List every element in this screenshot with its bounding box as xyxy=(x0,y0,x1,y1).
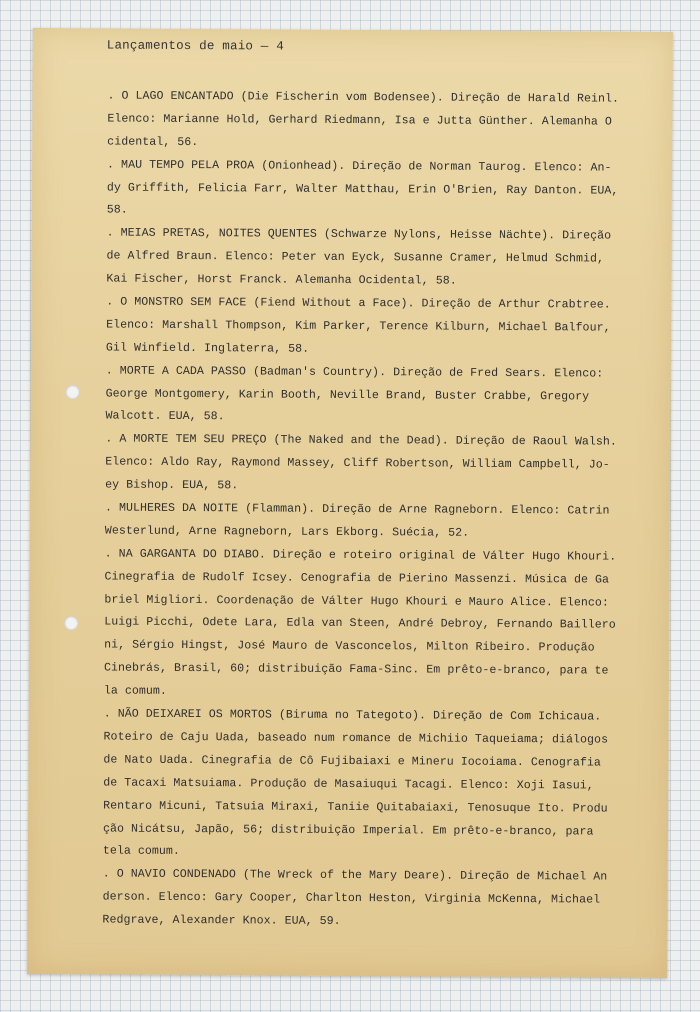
film-entry-line: Rentaro Micuni, Tatsuia Miraxi, Taniie Quitabaiaxi, Tenosuque Ito. Produ xyxy=(103,799,608,816)
film-entry xyxy=(105,429,665,501)
film-entry-line: ção Nicátsu, Japão, 56; distribuição Imperial. Em prêto-e-branco, para xyxy=(102,821,594,838)
film-list xyxy=(102,86,667,936)
film-entry-line: de Tacaxi Matsuiama. Produção de Masaiuqui Tacagi. Elenco: Xoji Iasui, xyxy=(103,776,594,793)
film-entry-title-line: . NÃO DEIXAREI OS MORTOS (Biruma no Tategoto). Direção de Com Ichicaua. xyxy=(103,707,602,724)
film-entry-line: Westerlund, Arne Ragneborn, Lars Ekborg. Suécia, 52. xyxy=(104,524,470,540)
film-entry-line: Kai Fischer, Horst Franck. Alemanha Ocidental, 58. xyxy=(106,272,457,288)
film-entry xyxy=(105,498,665,547)
film-entry-line: Elenco: Aldo Ray, Raymond Massey, Cliff Robertson, William Campbell, Jo- xyxy=(105,455,610,472)
film-entry xyxy=(106,223,666,295)
film-entry-title-line: . MULHERES DA NOITE (Flamman). Direção de Arne Ragneborn. Elenco: Catrin xyxy=(104,501,610,518)
film-entry-title-line: . NA GARGANTA DO DIABO. Direção e roteiro original de Válter Hugo Khouri. xyxy=(104,547,617,564)
film-entry xyxy=(102,864,662,936)
film-entry-line: Cinegrafia de Rudolf Icsey. Cenografia de Pierino Massenzi. Música de Ga xyxy=(104,570,610,587)
punch-hole xyxy=(64,616,78,630)
film-entry-line: de Nato Uada. Cinegrafia de Cô Fujibaiaxi e Mineru Iocoiama. Cenografia xyxy=(103,753,601,770)
film-entry xyxy=(105,360,665,432)
typewritten-page xyxy=(27,28,673,978)
film-entry-line: Redgrave, Alexander Knox. EUA, 59. xyxy=(102,913,341,929)
film-entry-line: derson. Elenco: Gary Cooper, Charlton Heston, Virginia McKenna, Michael xyxy=(102,890,601,907)
film-entry xyxy=(103,704,664,868)
film-entry-title-line: . O LAGO ENCANTADO (Die Fischerin vom Bodensee). Direção de Harald Reinl. xyxy=(107,89,620,106)
film-entry-title-line: . O NAVIO CONDENADO (The Wreck of the Mary Deare). Direção de Michael An xyxy=(102,867,608,884)
film-entry-title-line: . A MORTE TEM SEU PREÇO (The Naked and the Dead). Direção de Raoul Walsh. xyxy=(105,432,617,449)
film-entry-line: Roteiro de Caju Uada, baseado num romance de Michiio Taqueiama; diálogos xyxy=(103,730,609,747)
film-entry-line: 58. xyxy=(106,203,128,218)
film-entry xyxy=(106,292,666,364)
film-entry-line: la comum. xyxy=(103,684,167,699)
film-entry-line: dy Griffith, Felicia Farr, Walter Matthau, Erin O'Brien, Ray Danton. EUA, xyxy=(106,181,619,198)
film-entry-line: cidental, 56. xyxy=(107,135,199,149)
film-entry-title-line: . O MONSTRO SEM FACE (Fiend Without a Face). Direção de Arthur Crabtree. xyxy=(106,295,611,312)
film-entry-line: Luigi Picchi, Odete Lara, Edla van Steen, André Debroy, Fernando Baillero xyxy=(104,615,616,633)
film-entry xyxy=(104,543,665,707)
film-entry-line: briel Migliori. Coordenação de Válter Hugo Khouri e Mauro Alice. Elenco: xyxy=(104,593,609,610)
film-entry-title-line: . MORTE A CADA PASSO (Badman's Country). Direção de Fred Sears. Elenco: xyxy=(105,364,604,381)
page-header: Lançamentos de maio — 4 xyxy=(106,38,284,54)
film-entry xyxy=(107,86,667,158)
film-entry-title-line: . MEIAS PRETAS, NOITES QUENTES (Schwarze Nylons, Heisse Nächte). Direção xyxy=(106,226,612,243)
film-entry xyxy=(107,154,667,226)
film-entry-title-line: . MAU TEMPO PELA PROA (Onionhead). Direção de Norman Taurog. Elenco: An- xyxy=(107,158,612,175)
punch-hole xyxy=(66,385,80,399)
film-entry-line: Walcott. EUA, 58. xyxy=(105,409,225,424)
film-entry-line: Cinebrás, Brasil, 60; distribuição Fama-Sinc. Em prêto-e-branco, para te xyxy=(103,661,609,678)
film-entry-line: de Alfred Braun. Elenco: Peter van Eyck, Susanne Cramer, Helmud Schmid, xyxy=(106,249,605,266)
film-entry-line: Gil Winfield. Inglaterra, 58. xyxy=(105,341,310,356)
film-entry-line: Elenco: Marianne Hold, Gerhard Riedmann, Isa e Jutta Günther. Alemanha O xyxy=(107,112,612,129)
film-entry-line: tela comum. xyxy=(102,844,180,859)
film-entry-line: ni, Sérgio Hingst, José Mauro de Vasconcelos, Milton Ribeiro. Produção xyxy=(104,638,595,655)
film-entry-line: Elenco: Marshall Thompson, Kim Parker, Terence Kilburn, Michael Balfour, xyxy=(106,318,611,335)
film-entry-line: ey Bishop. EUA, 58. xyxy=(105,478,239,493)
film-entry-line: George Montgomery, Karin Booth, Neville Brand, Buster Crabbe, Gregory xyxy=(105,387,590,404)
